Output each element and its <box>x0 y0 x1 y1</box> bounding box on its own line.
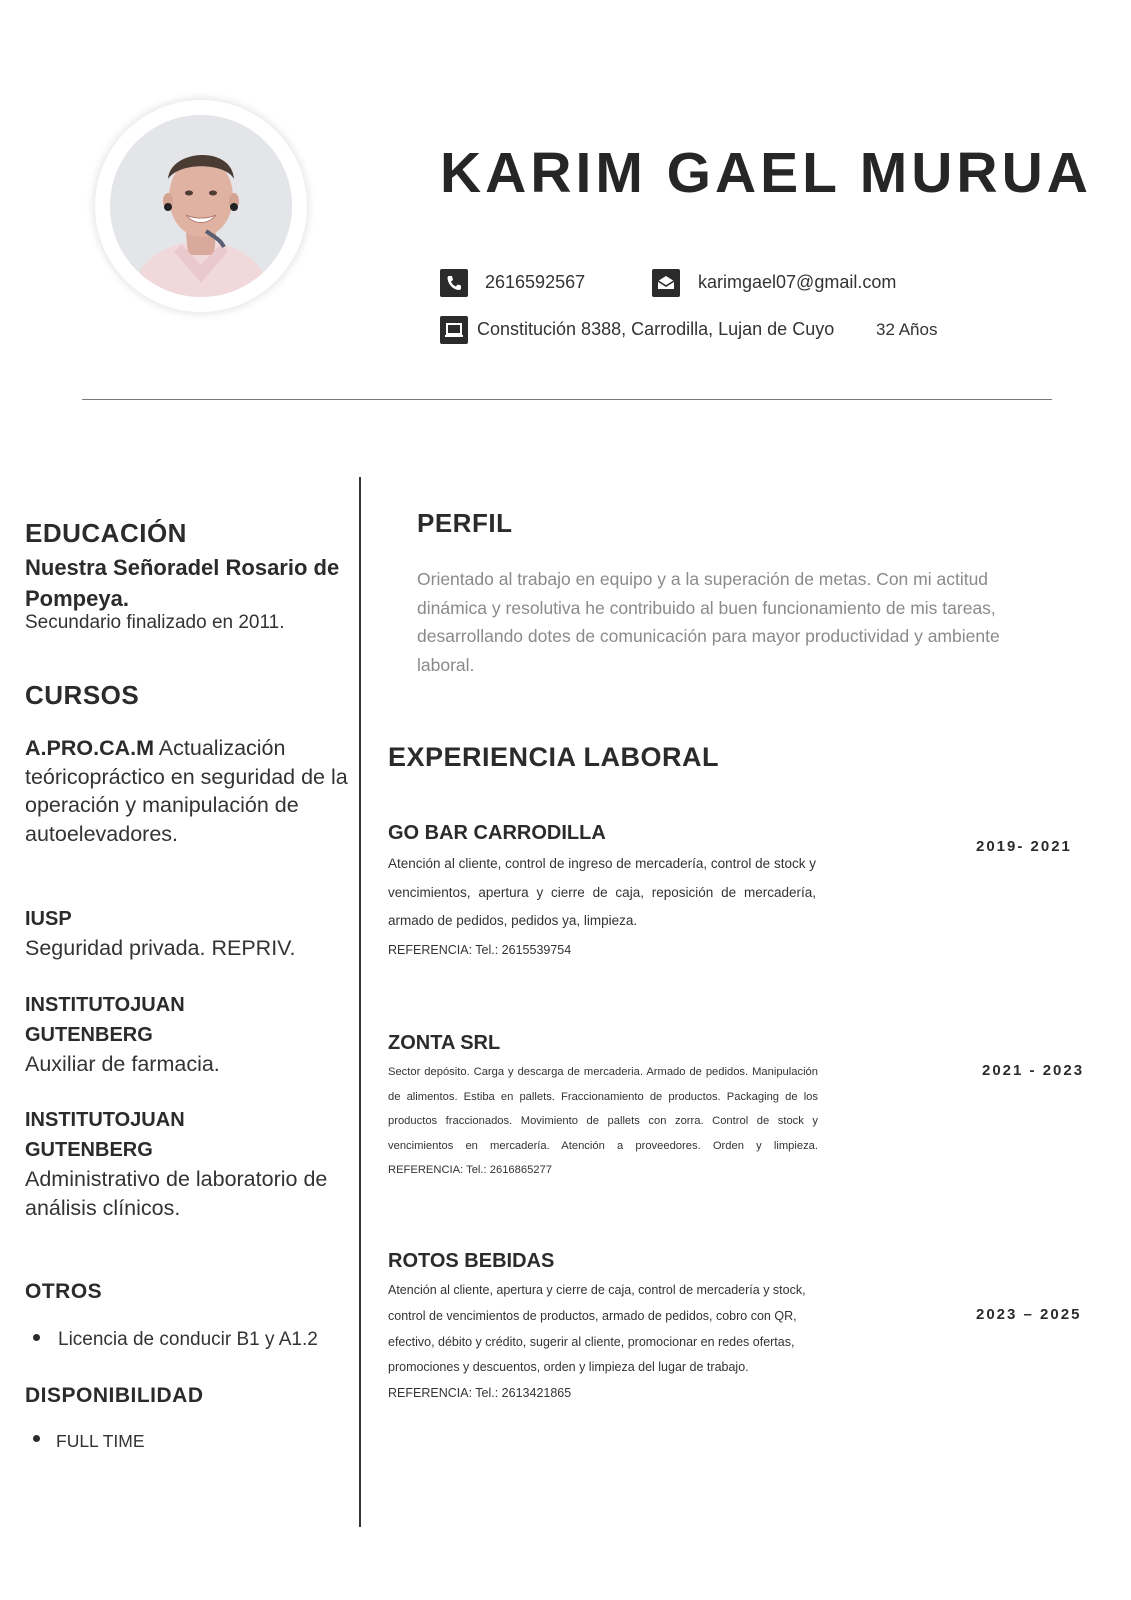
experience-heading: EXPERIENCIA LABORAL <box>388 742 720 772</box>
bullet-icon <box>33 1435 40 1442</box>
job-years: 2021 - 2023 <box>982 1062 1085 1079</box>
phone-icon <box>440 269 468 297</box>
job-years: 2019- 2021 <box>976 838 1072 855</box>
course-detail: Administrativo de laboratorio de análisis clínicos. <box>25 1167 328 1220</box>
education-detail: Secundario finalizado en 2011. <box>25 612 285 633</box>
header-divider <box>82 399 1052 400</box>
candidate-name: KARIM GAEL MURUA <box>440 141 1092 205</box>
availability-item-text: FULL TIME <box>56 1431 145 1451</box>
job-description: Atención al cliente, apertura y cierre de caja, control de mercadería y stock, control de vencimientos de productos, armado de pedidos, cobro con QR, efectivo, débito y crédito, sugerir al cliente, promocionar en redes ofertas, promociones y descuentos, orden y limpieza del lugar de trabajo. REFERENCIA: Tel.: 2613421865 <box>388 1283 806 1401</box>
others-item-text: Licencia de conducir B1 y A1.2 <box>58 1329 318 1350</box>
course-detail: Auxiliar de farmacia. <box>25 1052 220 1076</box>
bullet-icon <box>33 1334 40 1341</box>
job-company: GO BAR CARRODILLA <box>388 822 606 844</box>
job-reference: REFERENCIA: Tel.: 2615539754 <box>388 943 572 957</box>
availability-list-item <box>33 1431 145 1452</box>
job-company: ROTOS BEBIDAS <box>388 1250 555 1272</box>
job-years: 2023 – 2025 <box>976 1306 1082 1323</box>
course-item <box>25 1105 355 1222</box>
email-address: karimgael07@gmail.com <box>698 272 897 292</box>
course-name: INSTITUTOJUAN GUTENBERG <box>25 994 185 1046</box>
laptop-icon <box>440 316 468 344</box>
age: 32 Años <box>876 320 938 339</box>
courses-heading: CURSOS <box>25 680 140 710</box>
job-company: ZONTA SRL <box>388 1032 501 1054</box>
person-avatar-icon <box>110 115 292 297</box>
course-item <box>25 734 355 848</box>
profile-photo <box>110 115 292 297</box>
job-description: Atención al cliente, control de ingreso de mercadería, control de stock y vencimientos, apertura y cierre de caja, reposición de mercadería, armado de pedidos, pedidos ya, limpieza. <box>388 856 816 928</box>
course-item <box>25 904 355 963</box>
course-detail: Seguridad privada. REPRIV. <box>25 936 296 960</box>
availability-heading: DISPONIBILIDAD <box>25 1384 204 1407</box>
column-divider <box>359 477 361 1527</box>
education-heading: EDUCACIÓN <box>25 518 187 548</box>
others-heading: OTROS <box>25 1280 103 1303</box>
course-name: IUSP <box>25 908 72 930</box>
course-item <box>25 990 355 1079</box>
profile-photo-frame <box>95 100 307 312</box>
others-list-item <box>33 1329 318 1351</box>
profile-heading: PERFIL <box>417 508 513 538</box>
course-name: A.PRO.CA.M <box>25 736 154 760</box>
mail-icon <box>652 269 680 297</box>
course-detail: Actualización teóricopráctico en seguridad de la operación y manipulación de autoelevadores. <box>25 736 348 846</box>
phone-number: 2616592567 <box>485 272 586 292</box>
education-school: Nuestra Señoradel Rosario de Pompeya. <box>25 555 340 611</box>
profile-text: Orientado al trabajo en equipo y a la superación de metas. Con mi actitud dinámica y resolutiva he contribuido al buen funcionamiento de mis tareas, desarrollando dotes de comunicación para mayor productividad y ambiente laboral. <box>417 569 1000 675</box>
course-name: INSTITUTOJUAN GUTENBERG <box>25 1109 185 1161</box>
job-description: Sector depósito. Carga y descarga de mercaderia. Armado de pedidos. Manipulación de alimentos. Estiba en pallets. Fraccionamiento de productos. Packaging de los productos fraccionados. Movimiento de pallets con zorra. Control de stock y vencimientos en mercadería. Atención a proveedores. Orden y limpieza. REFERENCIA: Tel.: 2616865277 <box>388 1066 818 1176</box>
address: Constitución 8388, Carrodilla, Lujan de Cuyo <box>477 319 835 339</box>
